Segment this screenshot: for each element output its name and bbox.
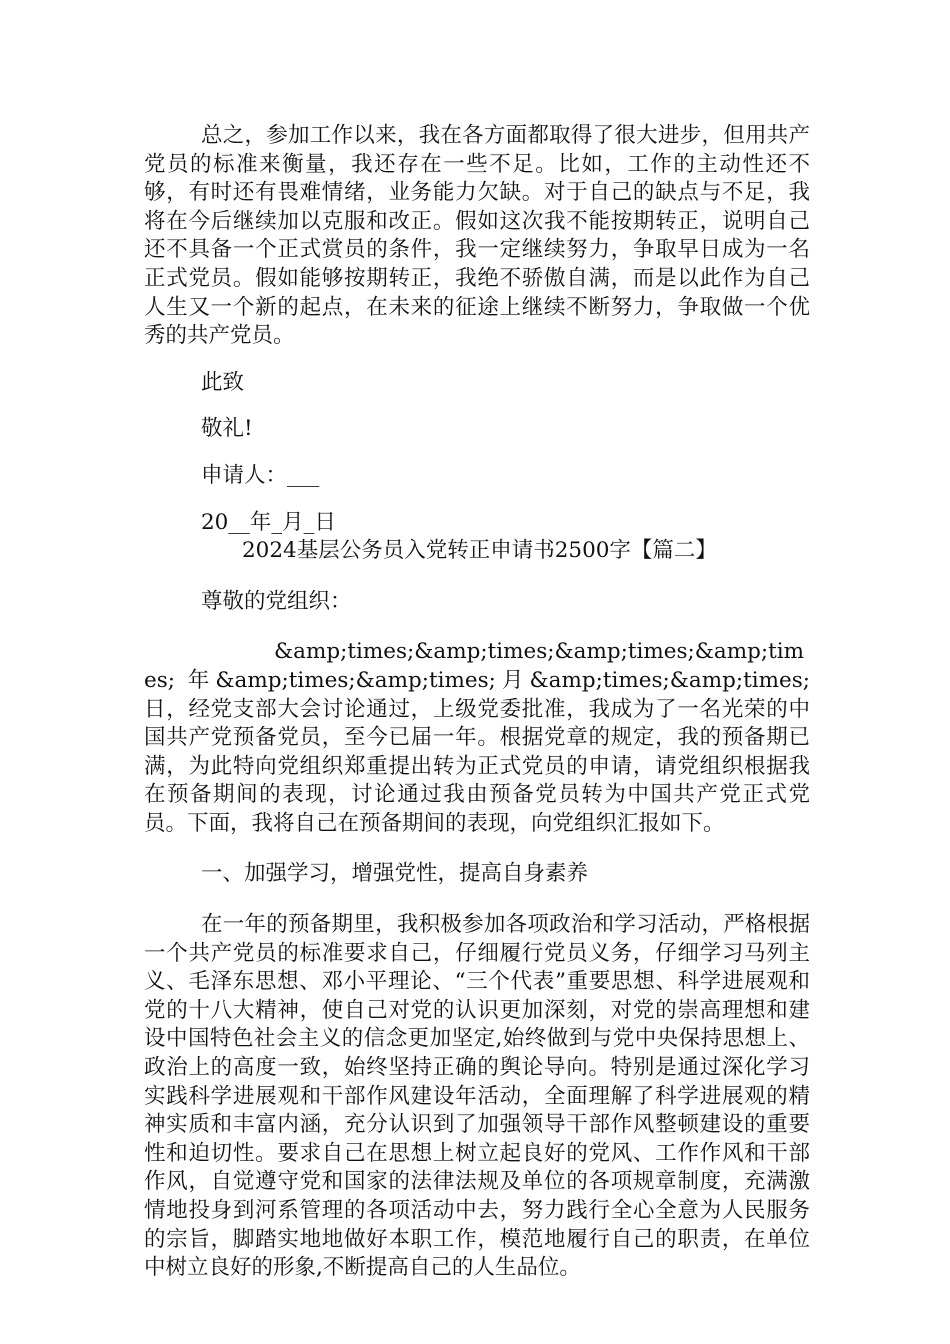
applicant-signature-line: 申请人：___ [201, 462, 320, 488]
intro-paragraph: &amp;times;&amp;times;&amp;times;&amp;times; 年&amp;times;&amp;times;月&amp;times;&amp;times;日，经党支部大会讨论通过，上级党委批准，我成为了一名光荣的中国共产党预备党员，至今已届一年。根据党章的规定，我的预备期已满，为此特向党组织郑重提出转为正式党员的申请，请党组织根据我在预备期间的表现，讨论通过我由预备党员转为中国共产党正式党员。下面，我将自己在预备期间的表现，向党组织汇报如下。 [144, 639, 810, 836]
closing-regards: 敬礼! [201, 416, 253, 442]
study-paragraph: 在一年的预备期里，我积极参加各项政治和学习活动，严格根据一个共产党员的标准要求自己，仔细履行党员义务，仔细学习马列主义、毛泽东思想、邓小平理论、“三个代表”重要思想、科学进展观和党的十八大精神，使自己对党的认识更加深刻，对党的崇高理想和建设中国特色社会主义的信念更加坚定,始终做到与党中央保持思想上、政治上的高度一致，始终坚持正确的舆论导向。特别是通过深化学习实践科学进展观和干部作风建设年活动，全面理解了科学进展观的精神实质和丰富内涵，充分认识到了加强领导干部作风整顿建设的重要性和迫切性。要求自己在思想上树立起良好的党风、工作作风和干部作风，自觉遵守党和国家的法律法规及单位的各项规章制度，充满激情地投身到河系管理的各项活动中去，努力践行全心全意为人民服务的宗旨，脚踏实地地做好本职工作，模范地履行自己的职责，在单位中树立良好的形象,不断提高自己的人生品位。 [144, 912, 810, 1281]
document-page [144, 122, 810, 1283]
subheading-study: 一、加强学习，增强党性，提高自身素养 [201, 861, 589, 887]
date-line: 20__年_月_日 [201, 509, 336, 535]
closing-salutation: 此致 [201, 369, 245, 395]
salutation: 尊敬的党组织： [201, 588, 352, 614]
section-heading: 2024基层公务员入党转正申请书2500字【篇二】 [242, 538, 717, 564]
summary-paragraph: 总之，参加工作以来，我在各方面都取得了很大进步，但用共产党员的标准来衡量，我还存在一些不足。比如，工作的主动性还不够，有时还有畏难情绪，业务能力欠缺。对于自己的缺点与不足，我将在今后继续加以克服和改正。假如这次我不能按期转正，说明自己还不具备一个正式赏员的条件，我一定继续努力，争取早日成为一名正式党员。假如能够按期转正，我绝不骄傲自满，而是以此作为自己人生又一个新的起点，在未来的征途上继续不断努力，争取做一个优秀的共产党员。 [144, 123, 810, 349]
